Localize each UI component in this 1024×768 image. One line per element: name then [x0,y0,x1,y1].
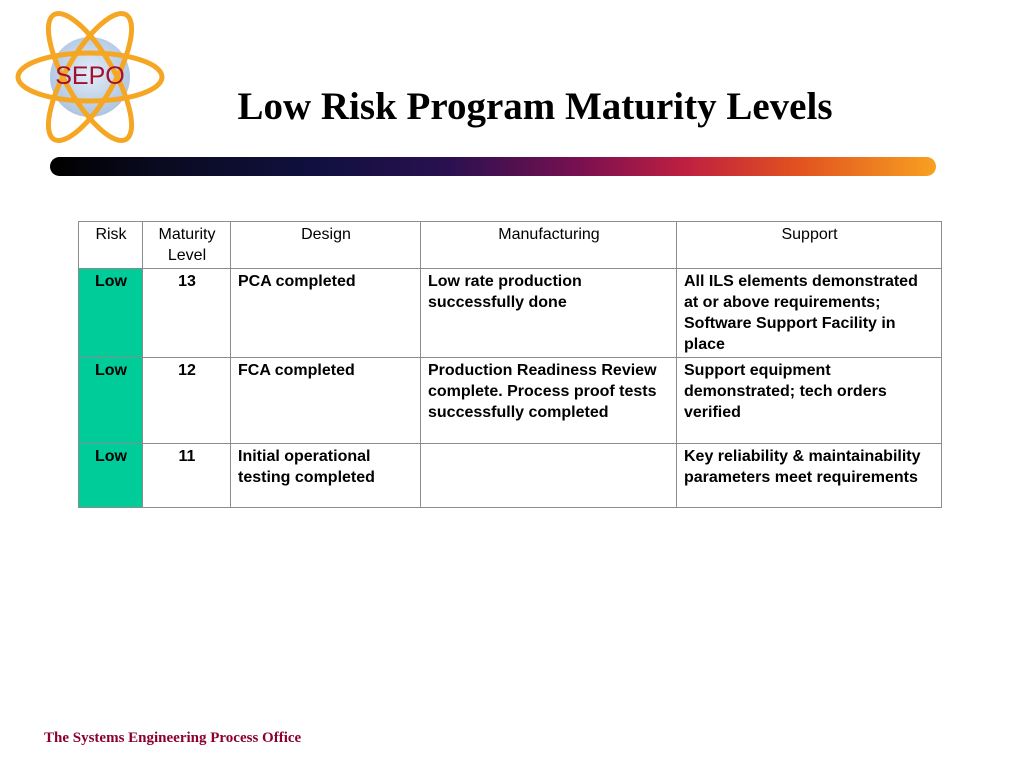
risk-cell: Low [79,358,143,444]
logo-text: SEPO [55,62,125,90]
maturity-level-cell: 11 [143,444,231,508]
support-cell: Key reliability & maintainability parameters meet requirements [677,444,942,508]
maturity-table [78,221,942,508]
maturity-level-cell: 13 [143,269,231,358]
table-row [79,444,942,508]
risk-cell: Low [79,269,143,358]
sepo-logo [10,2,170,152]
header-maturity-level [143,222,231,269]
design-cell: FCA completed [231,358,421,444]
maturity-table-container [78,221,941,508]
design-cell: Initial operational testing completed [231,444,421,508]
design-cell: PCA completed [231,269,421,358]
footer-office-name: The Systems Engineering Process Office [44,730,302,746]
header-support: Support [677,222,942,269]
manufacturing-cell: Production Readiness Review complete. Process proof tests successfully completed [421,358,677,444]
support-cell: All ILS elements demonstrated at or above requirements; Software Support Facility in place [677,269,942,358]
manufacturing-cell [421,444,677,508]
support-cell: Support equipment demonstrated; tech orders verified [677,358,942,444]
maturity-level-cell: 12 [143,358,231,444]
title-divider-bar [50,157,936,176]
table-header-row [79,222,942,269]
table-row [79,358,942,444]
header-maturity-line1: Maturity [158,226,216,243]
manufacturing-cell: Low rate production successfully done [421,269,677,358]
slide-title: Low Risk Program Maturity Levels [237,85,833,128]
header-risk: Risk [79,222,143,269]
table-row [79,269,942,358]
header-manufacturing: Manufacturing [421,222,677,269]
header-design: Design [231,222,421,269]
risk-cell: Low [79,444,143,508]
header-maturity-line2: Level [167,247,207,264]
